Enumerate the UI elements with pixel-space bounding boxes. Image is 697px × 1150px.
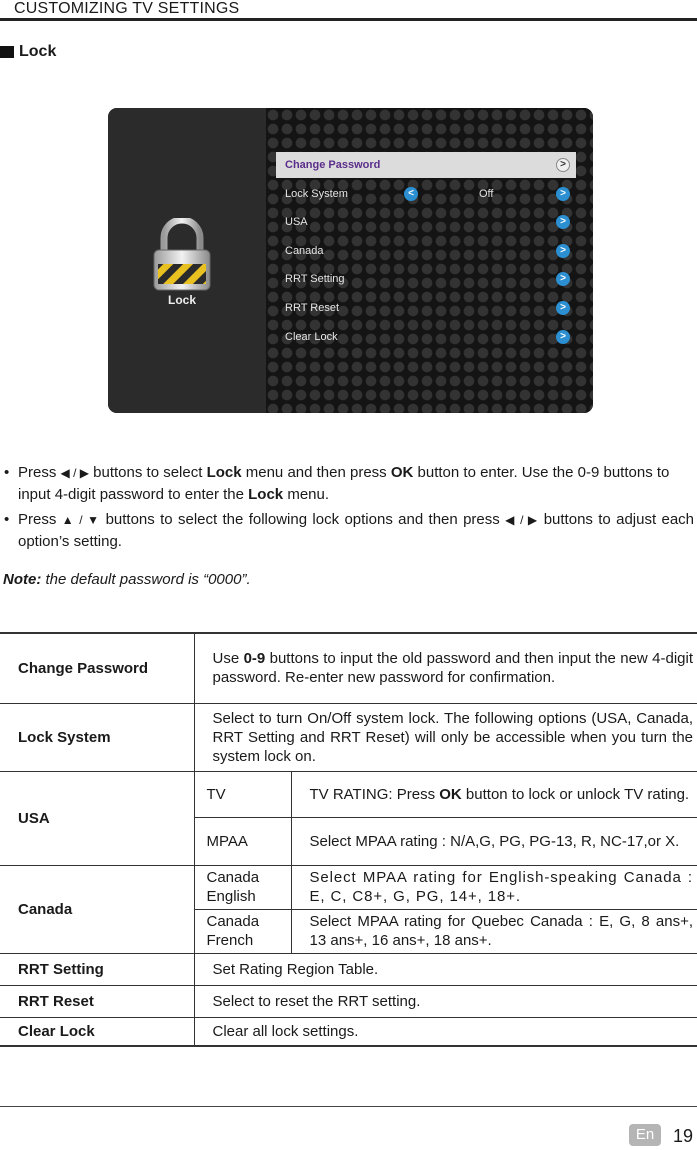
bullet-text <box>18 509 694 553</box>
chevron-right-icon: > <box>556 272 570 286</box>
header-rule <box>0 18 697 21</box>
table-row <box>0 865 697 909</box>
chevron-right-icon: > <box>556 244 570 258</box>
bullet-text-part: button to enter. Use the 0-9 buttons to input 4-digit password to enter the <box>18 464 670 503</box>
lock-system-value: Off <box>479 187 494 200</box>
padlock-icon <box>150 218 214 292</box>
page-number: 19 <box>673 1126 694 1146</box>
section-square-icon <box>0 46 14 58</box>
lock-options-table <box>0 632 697 1047</box>
chevron-right-icon[interactable]: > <box>556 187 570 201</box>
row-value: Select to turn On/Off system lock. The following options (USA, Canada, RRT Setting and RRT Reset) will only be accessible when you turn the system lock on. <box>194 703 697 771</box>
row-subkey: MPAA <box>194 817 291 865</box>
menu-item-change-password[interactable] <box>276 152 576 178</box>
menu-item-label: Canada <box>285 244 324 257</box>
menu-item-rrt-reset[interactable] <box>276 295 576 321</box>
row-value-part: Use <box>212 650 240 668</box>
row-subkey-line: Canada <box>206 913 260 930</box>
menu-item-usa[interactable] <box>276 209 576 235</box>
table-row <box>0 985 697 1017</box>
row-value <box>194 633 697 703</box>
row-key: Change Password <box>0 633 194 703</box>
chevron-right-icon: > <box>556 215 570 229</box>
row-value: Select MPAA rating for Quebec Canada : E, G, 8 ans+, 13 ans+, 16 ans+, 18 ans+. <box>291 909 697 953</box>
row-value: Set Rating Region Table. <box>194 953 697 985</box>
row-subkey <box>194 865 291 909</box>
chevron-right-icon: > <box>556 158 570 172</box>
chevron-right-icon: > <box>556 301 570 315</box>
row-value: Select to reset the RRT setting. <box>194 985 697 1017</box>
row-value: Select MPAA rating : N/A,G, PG, PG-13, R, NC-17,or X. <box>291 817 697 865</box>
menu-item-label: USA <box>285 216 308 229</box>
row-key: RRT Setting <box>0 953 194 985</box>
left-right-arrows-icon: ◀ / ▶ <box>505 513 539 527</box>
table-row <box>0 953 697 985</box>
footer-rule <box>0 1106 697 1107</box>
menu-item-rrt-setting[interactable] <box>276 266 576 292</box>
row-subkey-line: French <box>206 932 254 949</box>
bullet-text-part: menu. <box>287 486 330 503</box>
row-value-bold: OK <box>439 785 462 803</box>
row-value <box>291 771 697 817</box>
menu-item-label: RRT Reset <box>285 301 340 314</box>
table-row <box>0 703 697 771</box>
bullet-bold: Lock <box>206 464 242 481</box>
note <box>3 571 251 588</box>
bullet-text-part: buttons to select the following lock options and then press <box>105 511 500 528</box>
up-down-arrows-icon: ▲ / ▼ <box>61 513 101 527</box>
row-value-part: buttons to input the old password and then input the new 4-digit password. Re-enter new password for confirmation. <box>212 650 693 687</box>
row-value-bold: 0-9 <box>243 650 266 668</box>
row-value-part: TV RATING: Press <box>309 785 436 803</box>
menu-item-label: Clear Lock <box>285 330 338 343</box>
row-subkey-line: Canada <box>206 869 260 886</box>
row-key: Clear Lock <box>0 1017 194 1046</box>
bullet-text-part: menu and then press <box>245 464 387 481</box>
bullet-text-part: buttons to select <box>93 464 203 481</box>
table-row <box>0 633 697 703</box>
table-row <box>0 1017 697 1046</box>
note-text: the default password is “0000”. <box>45 571 251 588</box>
note-label: Note: <box>3 571 42 588</box>
row-key: USA <box>0 771 194 865</box>
bullet-bold: Lock <box>248 486 284 503</box>
row-value: Clear all lock settings. <box>194 1017 697 1046</box>
row-key: Canada <box>0 865 194 953</box>
bullet-text-part: Press <box>18 464 57 481</box>
tv-left-panel <box>108 108 266 413</box>
page-header <box>0 0 697 22</box>
bullet-dot: • <box>4 511 10 528</box>
chevron-left-icon[interactable]: < <box>404 187 418 201</box>
bullet-bold: OK <box>390 464 414 481</box>
row-subkey: TV <box>194 771 291 817</box>
menu-item-label: RRT Setting <box>285 273 345 286</box>
section-title: Lock <box>19 43 57 60</box>
header-title: CUSTOMIZING TV SETTINGS <box>14 0 240 17</box>
menu-item-clear-lock[interactable] <box>276 324 576 350</box>
bullet-2 <box>4 509 694 553</box>
menu-item-lock-system[interactable] <box>276 181 576 207</box>
tv-lock-screenshot <box>108 108 593 413</box>
row-value: Select MPAA rating for English-speaking Canada : E, C, C8+, G, PG, 14+, 18+. <box>291 865 697 909</box>
lock-menu <box>276 152 576 352</box>
menu-item-label: Change Password <box>285 159 381 171</box>
screen-lock-label: Lock <box>167 293 196 307</box>
bullet-1 <box>4 462 694 506</box>
chevron-right-icon: > <box>556 330 570 344</box>
bullet-text-part: Press <box>18 511 57 528</box>
bullet-text-part: buttons to adjust each option’s setting. <box>18 511 695 550</box>
language-badge: En <box>629 1124 661 1146</box>
table-row <box>0 771 697 817</box>
row-value-part: button to lock or unlock TV rating. <box>465 785 690 803</box>
left-right-arrows-icon: ◀ / ▶ <box>60 466 89 480</box>
bullet-text <box>18 462 694 506</box>
bullet-dot: • <box>4 464 10 481</box>
menu-item-canada[interactable] <box>276 238 576 264</box>
row-key: Lock System <box>0 703 194 771</box>
menu-item-label: Lock System <box>285 187 348 200</box>
row-key: RRT Reset <box>0 985 194 1017</box>
section-heading <box>0 42 56 62</box>
row-subkey <box>194 909 291 953</box>
row-subkey-line: English <box>206 888 256 905</box>
